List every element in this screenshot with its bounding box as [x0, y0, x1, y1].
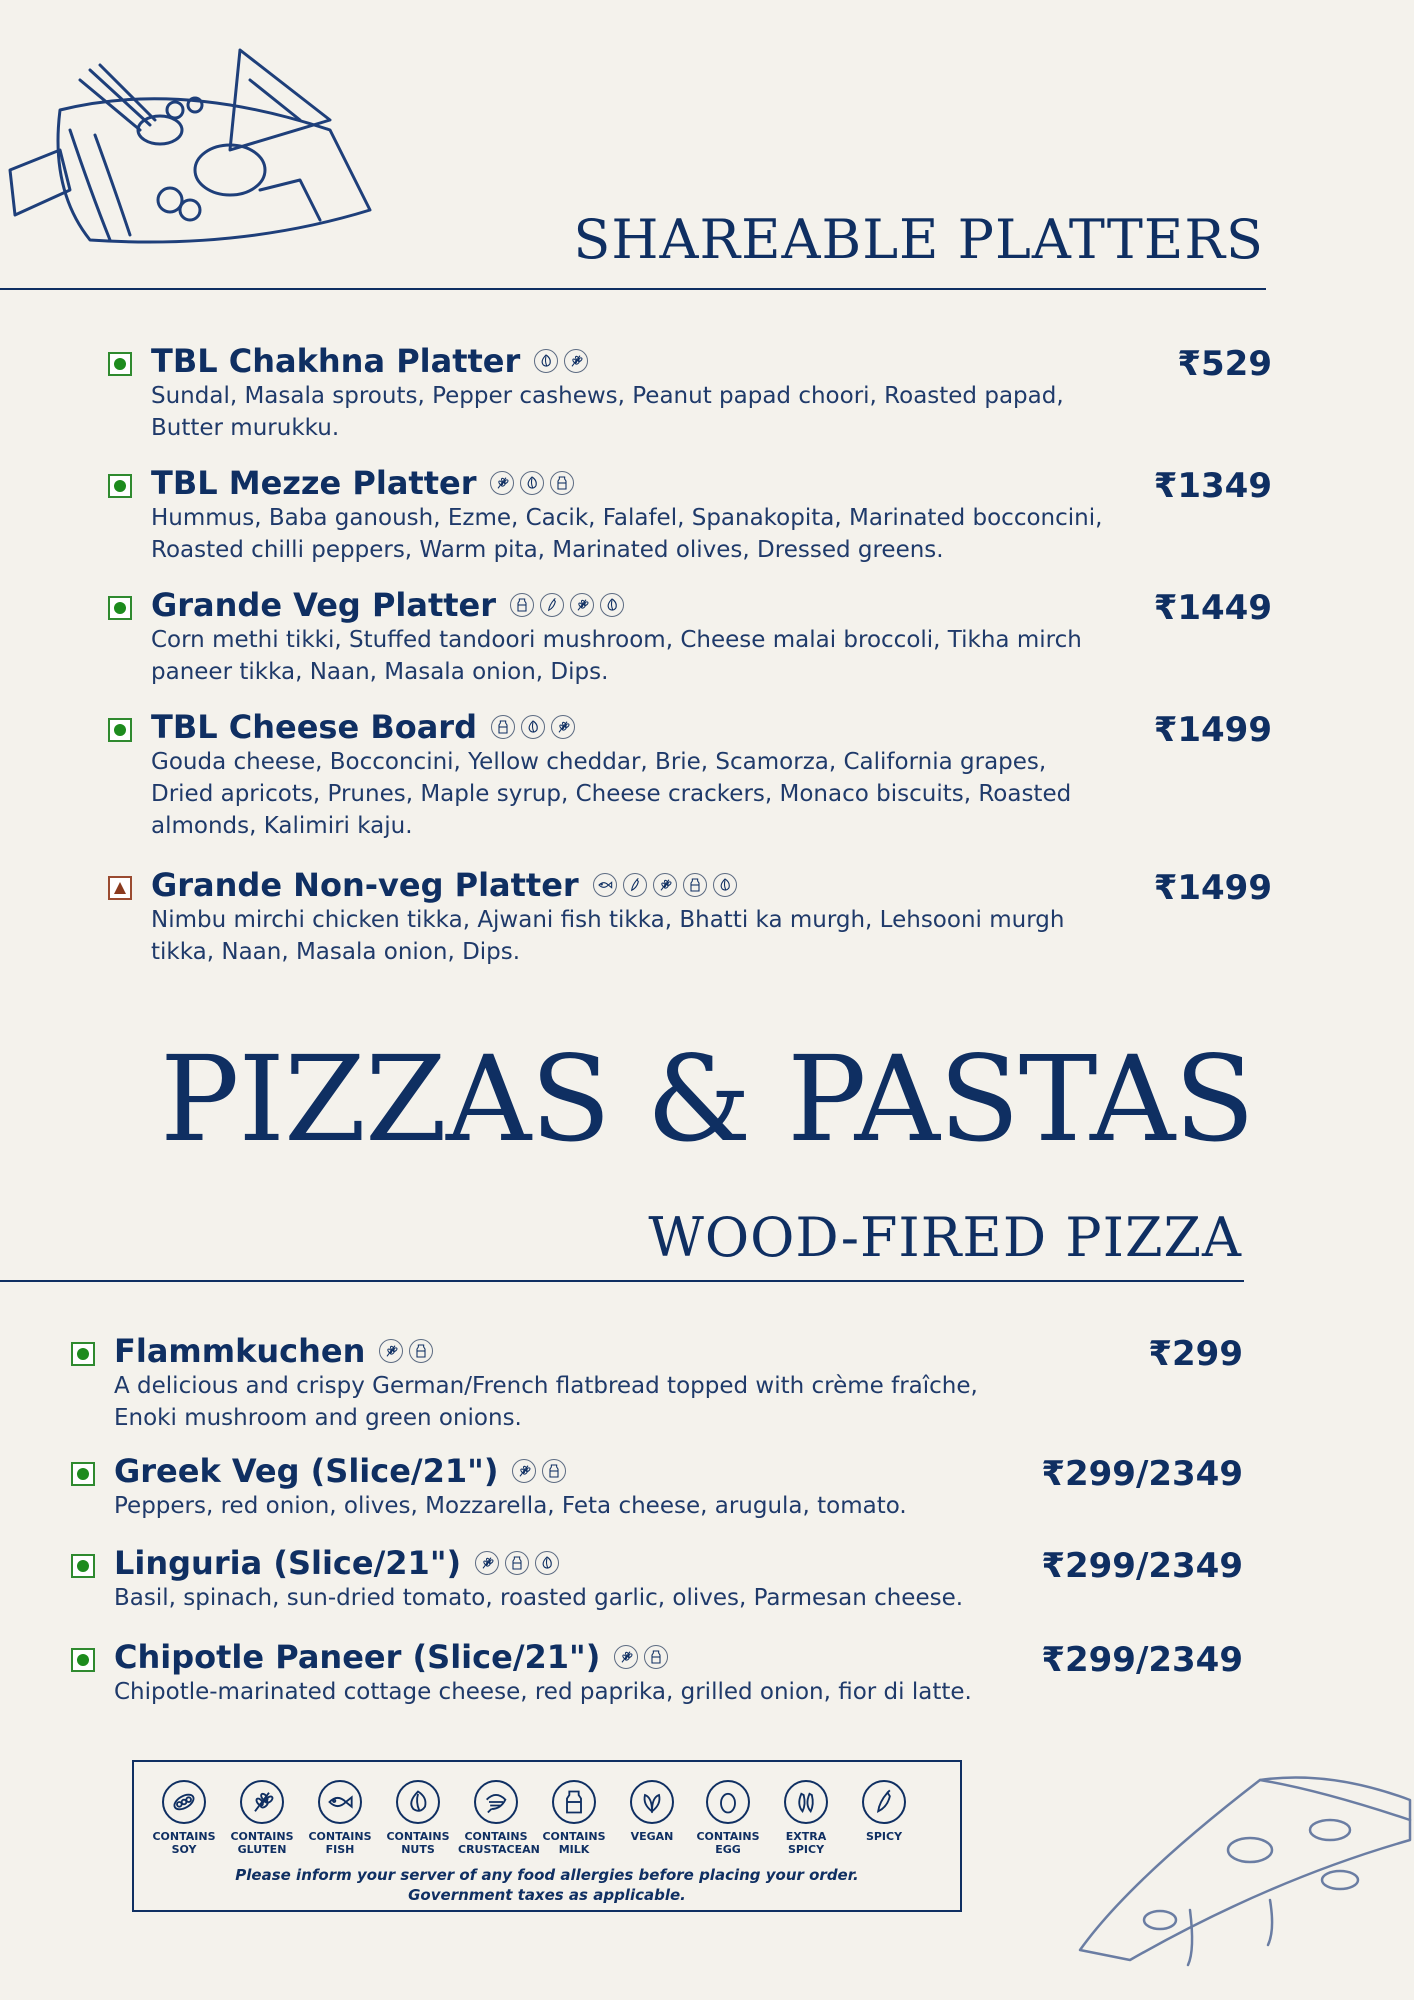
legend-item: [458, 1780, 540, 1856]
legend-label: CONTAINS GLUTEN: [230, 1830, 294, 1856]
section-title-shareable-platters: SHAREABLE PLATTERS: [573, 208, 1264, 271]
item-name: Grande Non-veg Platter: [151, 866, 579, 904]
legend-item: [224, 1780, 300, 1856]
legend-label: CONTAINS FISH: [308, 1830, 372, 1856]
legend-label: CONTAINS NUTS: [386, 1830, 450, 1856]
nuts-icon: [396, 1780, 440, 1824]
veg-indicator-icon: [71, 1554, 95, 1578]
item-name: TBL Chakhna Platter: [151, 342, 521, 380]
gluten-icon: [240, 1780, 284, 1824]
gluten-icon: [379, 1339, 403, 1363]
veg-indicator-icon: [108, 474, 132, 498]
milk-icon: [552, 1780, 596, 1824]
item-name-row: [151, 586, 624, 624]
gluten-icon: [490, 471, 514, 495]
milk-icon: [550, 471, 574, 495]
item-name: Grande Veg Platter: [151, 586, 497, 624]
item-name-row: [151, 464, 574, 502]
legend-label: EXTRA SPICY: [785, 1830, 827, 1856]
item-price: ₹1499: [1153, 710, 1272, 750]
legend-label: CONTAINS MILK: [542, 1830, 606, 1856]
milk-icon: [644, 1645, 668, 1669]
item-name-row: [114, 1452, 566, 1490]
item-name-row: [114, 1638, 668, 1676]
fish-icon: [318, 1780, 362, 1824]
milk-icon: [683, 873, 707, 897]
nuts-icon: [520, 471, 544, 495]
item-description: Sundal, Masala sprouts, Pepper cashews, Peanut papad choori, Roasted papad, Butter murukku.: [151, 383, 1064, 441]
item-price: ₹299/2349: [1041, 1454, 1243, 1494]
item-name: Chipotle Paneer (Slice/21"): [114, 1638, 601, 1676]
item-name-row: [151, 342, 588, 380]
milk-icon: [510, 593, 534, 617]
item-name-row: [151, 708, 575, 746]
section-divider: [0, 288, 1266, 290]
legend-item: [380, 1780, 456, 1856]
item-description: Hummus, Baba ganoush, Ezme, Cacik, Falafel, Spanakopita, Marinated bocconcini, Roasted chilli peppers, Warm pita, Marinated olives, Dressed greens.: [151, 505, 1103, 563]
item-name-row: [114, 1544, 559, 1582]
legend-label: CONTAINS SOY: [152, 1830, 216, 1856]
item-description: A delicious and crispy German/French flatbread topped with crème fraîche, Enoki mushroom and green onions.: [114, 1373, 978, 1431]
soy-icon: [162, 1780, 206, 1824]
legend-item: [768, 1780, 844, 1856]
extra-spicy-icon: [784, 1780, 828, 1824]
item-description: Corn methi tikki, Stuffed tandoori mushroom, Cheese malai broccoli, Tikha mirch paneer tikka, Naan, Masala onion, Dips.: [151, 627, 1082, 685]
item-name: Flammkuchen: [114, 1332, 366, 1370]
milk-icon: [409, 1339, 433, 1363]
item-price: ₹299/2349: [1041, 1640, 1243, 1680]
item-name: Greek Veg (Slice/21"): [114, 1452, 499, 1490]
fish-icon: [593, 873, 617, 897]
platter-illustration: [0, 40, 380, 260]
gluten-icon: [512, 1459, 536, 1483]
veg-indicator-icon: [108, 596, 132, 620]
legend-label: CONTAINS CRUSTACEAN: [458, 1830, 540, 1856]
legend-item: [146, 1780, 222, 1856]
milk-icon: [491, 715, 515, 739]
spicy-icon: [623, 873, 647, 897]
veg-indicator-icon: [108, 352, 132, 376]
crustacean-icon: [474, 1780, 518, 1824]
milk-icon: [505, 1551, 529, 1575]
legend-item: [846, 1780, 922, 1843]
veg-indicator-icon: [71, 1342, 95, 1366]
milk-icon: [542, 1459, 566, 1483]
item-name-row: [114, 1332, 433, 1370]
nuts-icon: [534, 349, 558, 373]
item-name: TBL Mezze Platter: [151, 464, 477, 502]
spicy-icon: [540, 593, 564, 617]
item-price: ₹1499: [1153, 868, 1272, 908]
section-title-wood-fired-pizza: WOOD-FIRED PIZZA: [648, 1206, 1242, 1269]
legend-item: [614, 1780, 690, 1843]
gluten-icon: [564, 349, 588, 373]
allergen-legend: [132, 1760, 962, 1912]
item-price: ₹299/2349: [1041, 1546, 1243, 1586]
gluten-icon: [614, 1645, 638, 1669]
item-description: Peppers, red onion, olives, Mozzarella, Feta cheese, arugula, tomato.: [114, 1493, 907, 1519]
veg-indicator-icon: [71, 1648, 95, 1672]
egg-icon: [706, 1780, 750, 1824]
tax-note: Government taxes as applicable.: [408, 1886, 686, 1904]
item-price: ₹1349: [1153, 466, 1272, 506]
legend-item: [302, 1780, 378, 1856]
item-name-row: [151, 866, 737, 904]
item-price: ₹299: [1148, 1334, 1243, 1374]
legend-label: SPICY: [865, 1830, 903, 1843]
item-description: Nimbu mirchi chicken tikka, Ajwani fish tikka, Bhatti ka murgh, Lehsooni murgh tikka, Naan, Masala onion, Dips.: [151, 907, 1065, 965]
gluten-icon: [475, 1551, 499, 1575]
gluten-icon: [551, 715, 575, 739]
spicy-icon: [862, 1780, 906, 1824]
item-description: Basil, spinach, sun-dried tomato, roasted garlic, olives, Parmesan cheese.: [114, 1585, 964, 1611]
gluten-icon: [653, 873, 677, 897]
item-price: ₹529: [1177, 344, 1272, 384]
legend-item: [536, 1780, 612, 1856]
item-name: TBL Cheese Board: [151, 708, 477, 746]
nuts-icon: [713, 873, 737, 897]
legend-label: VEGAN: [630, 1830, 674, 1843]
item-price: ₹1449: [1153, 588, 1272, 628]
pizza-slice-illustration: [1070, 1760, 1414, 1970]
nuts-icon: [600, 593, 624, 617]
veg-indicator-icon: [108, 718, 132, 742]
non-veg-indicator-icon: [108, 876, 132, 900]
item-description: Chipotle-marinated cottage cheese, red paprika, grilled onion, fior di latte.: [114, 1679, 972, 1705]
legend-label: CONTAINS EGG: [696, 1830, 760, 1856]
gluten-icon: [570, 593, 594, 617]
vegan-icon: [630, 1780, 674, 1824]
legend-item: [690, 1780, 766, 1856]
item-description: Gouda cheese, Bocconcini, Yellow cheddar, Brie, Scamorza, California grapes, Dried apricots, Prunes, Maple syrup, Cheese crackers, Monaco biscuits, Roasted almonds, Kalimiri kaju.: [151, 749, 1072, 839]
item-name: Linguria (Slice/21"): [114, 1544, 462, 1582]
page-heading: PIZZAS & PASTAS: [159, 1030, 1254, 1168]
veg-indicator-icon: [71, 1462, 95, 1486]
section-divider: [0, 1280, 1244, 1282]
nuts-icon: [521, 715, 545, 739]
nuts-icon: [535, 1551, 559, 1575]
allergy-note: Please inform your server of any food allergies before placing your order.: [235, 1866, 859, 1884]
